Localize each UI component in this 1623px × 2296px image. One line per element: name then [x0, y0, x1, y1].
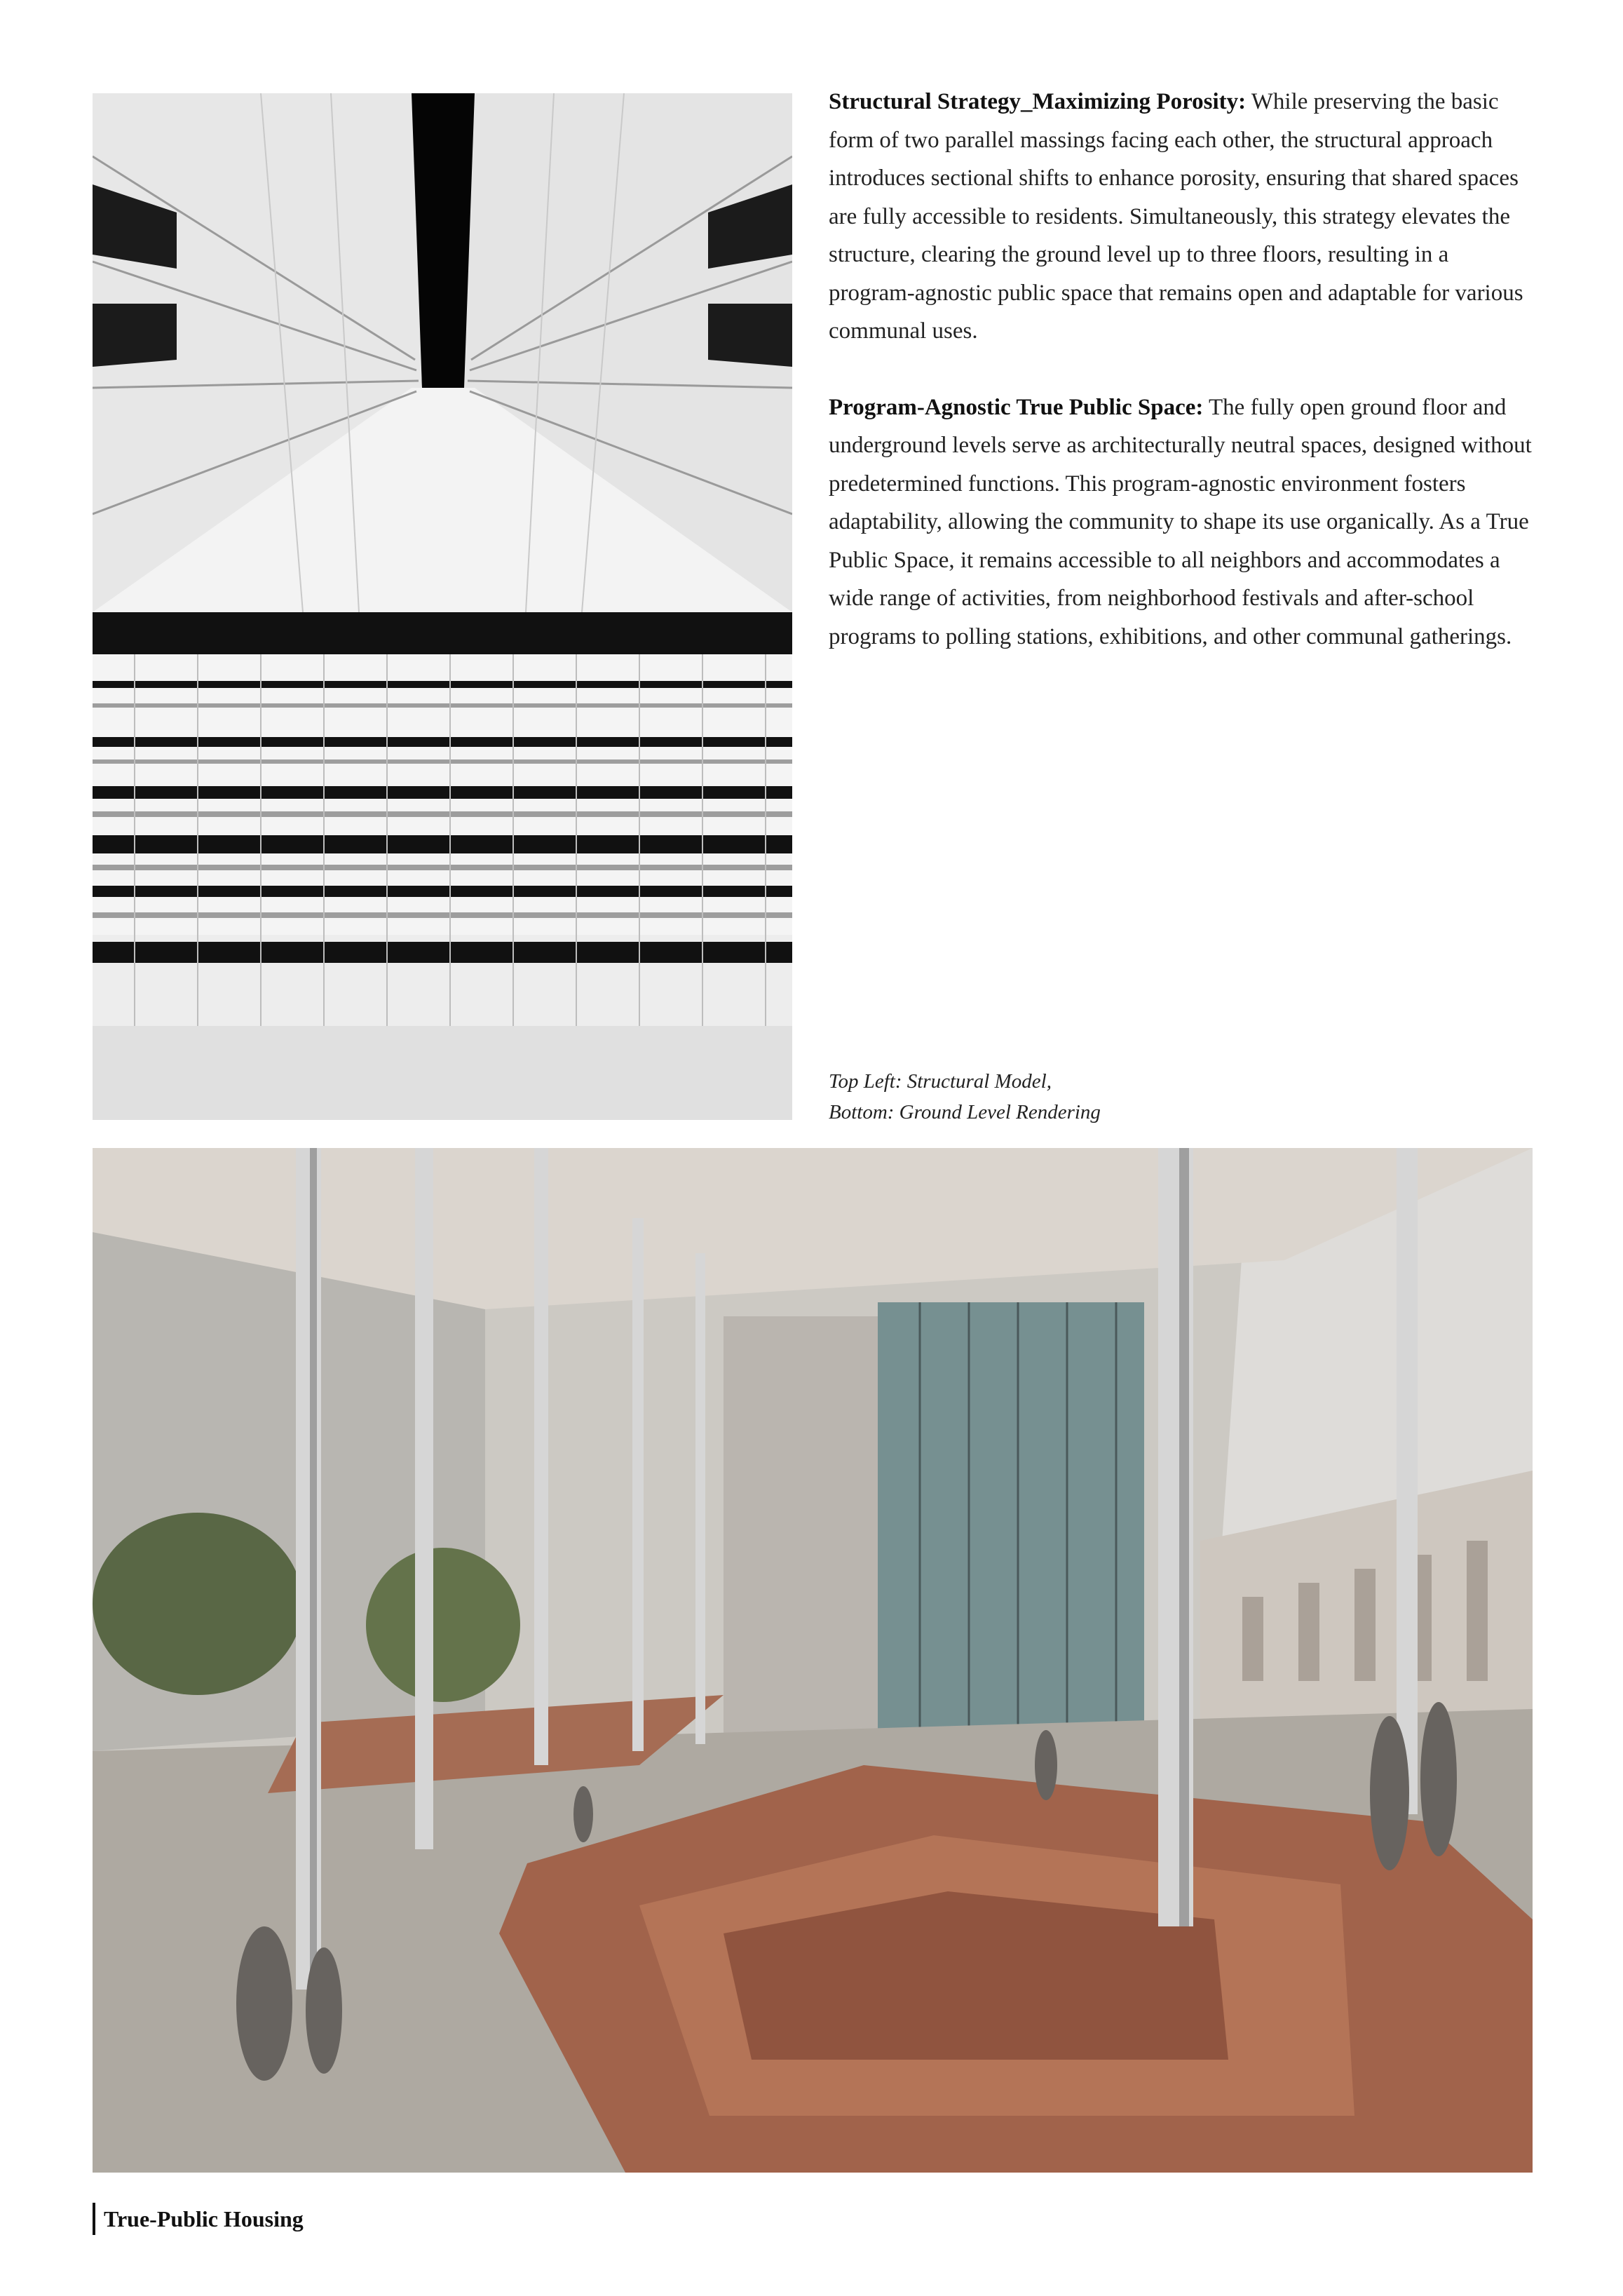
paragraph-body: The fully open ground floor and underground levels serve as architecturally neutral spaces, designed without predetermined functions. This program-agnostic environment fosters adaptability, allowing the community to shape its use organically. As a True Public Space, it remains accessible to all neighbors and accommodates a wide range of activities, from neighborhood festivals and after-school programs to polling stations, exhibitions, and other communal gatherings.: [829, 394, 1532, 649]
caption-line: Bottom: Ground Level Rendering: [829, 1101, 1101, 1123]
paragraph-heading: Program-Agnostic True Public Space:: [829, 394, 1204, 420]
footer-title: True-Public Housing: [104, 2206, 304, 2231]
description-text: [829, 83, 1537, 694]
paragraph-structural-strategy: [829, 83, 1537, 351]
footer-divider: [93, 2203, 95, 2235]
structural-model-image: [93, 93, 792, 658]
paragraph-public-space: [829, 389, 1537, 656]
paragraph-body: While preserving the basic form of two parallel massings facing each other, the structural approach introduces sectional shifts to enhance porosity, ensuring that shared spaces are fully accessible to residents. Simultaneously, this strategy elevates the structure, clearing the ground level up to three floors, resulting in a program-agnostic public space that remains open and adaptable for various communal uses.: [829, 89, 1523, 344]
caption-line: Top Left: Structural Model,: [829, 1070, 1052, 1093]
paragraph-heading: Structural Strategy_Maximizing Porosity:: [829, 89, 1247, 114]
ground-level-rendering-image: [93, 654, 792, 1120]
page-footer: [93, 2203, 304, 2235]
image-caption: [829, 1066, 1460, 1128]
public-space-rendering-image: [93, 1148, 1533, 2173]
